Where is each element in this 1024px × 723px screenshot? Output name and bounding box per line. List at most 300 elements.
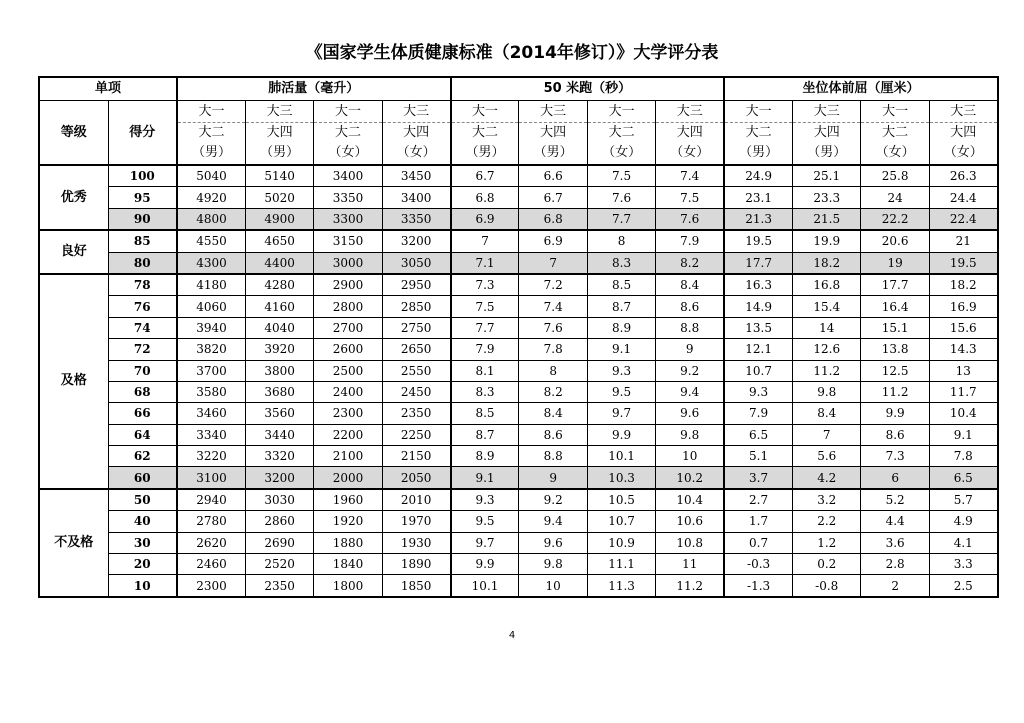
value-cell: 2550 xyxy=(382,360,450,381)
subcol-header-line3: （男） xyxy=(533,145,573,160)
value-cell: 3580 xyxy=(177,381,245,402)
value-cell: 8.4 xyxy=(519,403,587,424)
value-cell: 10 xyxy=(519,575,587,597)
score-cell: 74 xyxy=(108,317,177,338)
value-cell: 7.5 xyxy=(587,165,655,187)
subcol-header-line2: 大二 xyxy=(334,125,361,140)
value-cell: 13.5 xyxy=(724,317,792,338)
value-cell: 2050 xyxy=(382,467,450,489)
subcol-header-line1: 大三 xyxy=(930,102,997,123)
value-cell: 7.8 xyxy=(519,339,587,360)
subcol-header-line2: 大二 xyxy=(608,125,635,140)
value-cell: 11.1 xyxy=(587,554,655,575)
value-cell: 9.7 xyxy=(587,403,655,424)
score-cell: 64 xyxy=(108,424,177,445)
table-row xyxy=(39,208,998,230)
subcol-header-line3: （男） xyxy=(465,145,505,160)
grade-label: 优秀 xyxy=(39,165,108,230)
value-cell: 12.6 xyxy=(793,339,861,360)
subcol-header-line1: 大三 xyxy=(793,102,860,123)
table-row xyxy=(39,532,998,553)
subcol-header-line2: 大四 xyxy=(813,125,840,140)
subcol-header-line1: 大三 xyxy=(246,102,313,123)
value-cell: 2 xyxy=(861,575,929,597)
subcol-header-line2: 大二 xyxy=(882,125,909,140)
score-cell: 10 xyxy=(108,575,177,597)
value-cell: 9.4 xyxy=(519,511,587,532)
value-cell: 6.8 xyxy=(451,187,519,208)
value-cell: 11.3 xyxy=(587,575,655,597)
value-cell: 3460 xyxy=(177,403,245,424)
value-cell: 2350 xyxy=(382,403,450,424)
value-cell: 8.8 xyxy=(519,446,587,467)
value-cell: 2800 xyxy=(314,296,382,317)
value-cell: 8.3 xyxy=(587,252,655,274)
score-cell: 40 xyxy=(108,511,177,532)
value-cell: 3800 xyxy=(245,360,313,381)
value-cell: 8.6 xyxy=(656,296,724,317)
value-cell: 8.5 xyxy=(451,403,519,424)
value-cell: 3320 xyxy=(245,446,313,467)
value-cell: 3560 xyxy=(245,403,313,424)
value-cell: 25.1 xyxy=(793,165,861,187)
table-row xyxy=(39,381,998,402)
table-row xyxy=(39,339,998,360)
table-row xyxy=(39,230,998,252)
value-cell: 4.9 xyxy=(929,511,997,532)
page-title: 《国家学生体质健康标准（2014年修订）》大学评分表 xyxy=(305,43,719,63)
value-cell: 2950 xyxy=(382,274,450,296)
value-cell: 6.5 xyxy=(929,467,997,489)
subcol-header-line1: 大三 xyxy=(656,102,723,123)
value-cell: 8.2 xyxy=(656,252,724,274)
value-cell: 7.6 xyxy=(656,208,724,230)
subcol-header-line1: 大一 xyxy=(452,102,519,123)
value-cell: 6.5 xyxy=(724,424,792,445)
table-row xyxy=(39,296,998,317)
value-cell: 2450 xyxy=(382,381,450,402)
value-cell: 3.3 xyxy=(929,554,997,575)
score-cell: 85 xyxy=(108,230,177,252)
subcol-header-line2: 大四 xyxy=(676,125,703,140)
score-table xyxy=(38,76,999,598)
table-row xyxy=(39,554,998,575)
table-row xyxy=(39,424,998,445)
value-cell: 11 xyxy=(656,554,724,575)
score-cell: 20 xyxy=(108,554,177,575)
value-cell: 5.1 xyxy=(724,446,792,467)
value-cell: 11.7 xyxy=(929,381,997,402)
subcol-header xyxy=(451,101,519,166)
value-cell: 2200 xyxy=(314,424,382,445)
value-cell: 4060 xyxy=(177,296,245,317)
value-cell: 1.2 xyxy=(793,532,861,553)
value-cell: 10.3 xyxy=(587,467,655,489)
value-cell: 11.2 xyxy=(861,381,929,402)
group-header-sit-and-reach: 坐位体前屈（厘米） xyxy=(724,77,998,101)
grade-label: 及格 xyxy=(39,274,108,489)
value-cell: 21.3 xyxy=(724,208,792,230)
value-cell: 4650 xyxy=(245,230,313,252)
value-cell: 13 xyxy=(929,360,997,381)
value-cell: 14 xyxy=(793,317,861,338)
value-cell: 9.8 xyxy=(519,554,587,575)
value-cell: 1840 xyxy=(314,554,382,575)
value-cell: 4160 xyxy=(245,296,313,317)
value-cell: 7.2 xyxy=(519,274,587,296)
value-cell: 2780 xyxy=(177,511,245,532)
value-cell: 8.3 xyxy=(451,381,519,402)
value-cell: 2900 xyxy=(314,274,382,296)
value-cell: 2010 xyxy=(382,489,450,511)
subcol-header-line1: 大一 xyxy=(861,102,928,123)
value-cell: 12.1 xyxy=(724,339,792,360)
value-cell: 1930 xyxy=(382,532,450,553)
subcol-header-line3: （男） xyxy=(807,145,847,160)
score-table-body xyxy=(39,77,998,597)
value-cell: 26.3 xyxy=(929,165,997,187)
value-cell: 8.8 xyxy=(656,317,724,338)
value-cell: 2600 xyxy=(314,339,382,360)
value-cell: 7.7 xyxy=(587,208,655,230)
value-cell: 0.7 xyxy=(724,532,792,553)
value-cell: 7.5 xyxy=(451,296,519,317)
score-cell: 60 xyxy=(108,467,177,489)
table-row xyxy=(39,446,998,467)
value-cell: 2.8 xyxy=(861,554,929,575)
value-cell: 3.7 xyxy=(724,467,792,489)
value-cell: 10.7 xyxy=(587,511,655,532)
value-cell: 9.5 xyxy=(587,381,655,402)
subcol-header xyxy=(587,101,655,166)
value-cell: 14.3 xyxy=(929,339,997,360)
value-cell: 2750 xyxy=(382,317,450,338)
value-cell: 4180 xyxy=(177,274,245,296)
subcol-header-line1: 大一 xyxy=(725,102,792,123)
subcol-header-line2: 大四 xyxy=(266,125,293,140)
item-header: 单项 xyxy=(39,77,177,101)
value-cell: 6.9 xyxy=(451,208,519,230)
value-cell: 4800 xyxy=(177,208,245,230)
score-cell: 72 xyxy=(108,339,177,360)
value-cell: 3700 xyxy=(177,360,245,381)
value-cell: 3200 xyxy=(382,230,450,252)
value-cell: 4400 xyxy=(245,252,313,274)
table-row xyxy=(39,165,998,187)
subcol-header-line2: 大二 xyxy=(198,125,225,140)
table-row xyxy=(39,252,998,274)
score-cell: 76 xyxy=(108,296,177,317)
value-cell: 7.4 xyxy=(656,165,724,187)
value-cell: 2940 xyxy=(177,489,245,511)
value-cell: 4.2 xyxy=(793,467,861,489)
value-cell: 4300 xyxy=(177,252,245,274)
table-row xyxy=(39,403,998,424)
value-cell: 9.2 xyxy=(519,489,587,511)
value-cell: 3300 xyxy=(314,208,382,230)
value-cell: 19.5 xyxy=(724,230,792,252)
value-cell: 9.5 xyxy=(451,511,519,532)
value-cell: 8.1 xyxy=(451,360,519,381)
table-row xyxy=(39,511,998,532)
value-cell: 6.7 xyxy=(451,165,519,187)
value-cell: 8.6 xyxy=(519,424,587,445)
value-cell: 23.3 xyxy=(793,187,861,208)
value-cell: 16.9 xyxy=(929,296,997,317)
value-cell: 9.1 xyxy=(451,467,519,489)
value-cell: 9.8 xyxy=(656,424,724,445)
subcol-header-line1: 大三 xyxy=(383,102,450,123)
value-cell: 7 xyxy=(451,230,519,252)
value-cell: 3030 xyxy=(245,489,313,511)
value-cell: 3940 xyxy=(177,317,245,338)
subcol-header-line3: （女） xyxy=(670,145,710,160)
value-cell: 2700 xyxy=(314,317,382,338)
value-cell: 2250 xyxy=(382,424,450,445)
value-cell: 10.2 xyxy=(656,467,724,489)
value-cell: 9.3 xyxy=(451,489,519,511)
value-cell: 2100 xyxy=(314,446,382,467)
value-cell: 2300 xyxy=(177,575,245,597)
subcol-header xyxy=(929,101,997,166)
subcol-header-line1: 大一 xyxy=(314,102,381,123)
value-cell: 2860 xyxy=(245,511,313,532)
value-cell: 3350 xyxy=(314,187,382,208)
value-cell: 2150 xyxy=(382,446,450,467)
value-cell: 7.3 xyxy=(861,446,929,467)
value-cell: 1.7 xyxy=(724,511,792,532)
value-cell: 1880 xyxy=(314,532,382,553)
table-row xyxy=(39,575,998,597)
value-cell: 8.2 xyxy=(519,381,587,402)
value-cell: 8.6 xyxy=(861,424,929,445)
score-cell: 62 xyxy=(108,446,177,467)
value-cell: 7.8 xyxy=(929,446,997,467)
value-cell: 3350 xyxy=(382,208,450,230)
value-cell: 9.4 xyxy=(656,381,724,402)
value-cell: 4.1 xyxy=(929,532,997,553)
value-cell: 7.5 xyxy=(656,187,724,208)
value-cell: 8.5 xyxy=(587,274,655,296)
value-cell: 8.9 xyxy=(587,317,655,338)
value-cell: 10 xyxy=(656,446,724,467)
value-cell: 5.2 xyxy=(861,489,929,511)
value-cell: 18.2 xyxy=(929,274,997,296)
value-cell: 4900 xyxy=(245,208,313,230)
value-cell: 3220 xyxy=(177,446,245,467)
value-cell: 4.4 xyxy=(861,511,929,532)
value-cell: 16.3 xyxy=(724,274,792,296)
subcol-header-line2: 大四 xyxy=(403,125,430,140)
value-cell: 10.1 xyxy=(451,575,519,597)
value-cell: 3340 xyxy=(177,424,245,445)
value-cell: 17.7 xyxy=(724,252,792,274)
value-cell: 21.5 xyxy=(793,208,861,230)
value-cell: 10.8 xyxy=(656,532,724,553)
value-cell: 9.3 xyxy=(587,360,655,381)
subcol-header-line3: （女） xyxy=(328,145,368,160)
subcol-header xyxy=(724,101,792,166)
value-cell: 7.6 xyxy=(519,317,587,338)
value-cell: 15.6 xyxy=(929,317,997,338)
value-cell: 3100 xyxy=(177,467,245,489)
value-cell: 1800 xyxy=(314,575,382,597)
score-header: 得分 xyxy=(108,101,177,166)
value-cell: 3050 xyxy=(382,252,450,274)
value-cell: 8.7 xyxy=(451,424,519,445)
score-cell: 70 xyxy=(108,360,177,381)
table-row xyxy=(39,187,998,208)
value-cell: -1.3 xyxy=(724,575,792,597)
value-cell: 1970 xyxy=(382,511,450,532)
value-cell: 5020 xyxy=(245,187,313,208)
subcol-header xyxy=(519,101,587,166)
value-cell: 4280 xyxy=(245,274,313,296)
score-cell: 66 xyxy=(108,403,177,424)
value-cell: 7.4 xyxy=(519,296,587,317)
value-cell: 5140 xyxy=(245,165,313,187)
value-cell: 3.2 xyxy=(793,489,861,511)
value-cell: 9.7 xyxy=(451,532,519,553)
value-cell: 2300 xyxy=(314,403,382,424)
subcol-header-line3: （女） xyxy=(875,145,915,160)
value-cell: 22.4 xyxy=(929,208,997,230)
value-cell: 24.4 xyxy=(929,187,997,208)
value-cell: 2850 xyxy=(382,296,450,317)
value-cell: 6.6 xyxy=(519,165,587,187)
subcol-header-line2: 大二 xyxy=(745,125,772,140)
value-cell: 15.4 xyxy=(793,296,861,317)
value-cell: 3.6 xyxy=(861,532,929,553)
value-cell: 16.4 xyxy=(861,296,929,317)
value-cell: 6 xyxy=(861,467,929,489)
value-cell: 10.7 xyxy=(724,360,792,381)
value-cell: 2.7 xyxy=(724,489,792,511)
value-cell: 8.4 xyxy=(793,403,861,424)
value-cell: 9.3 xyxy=(724,381,792,402)
score-cell: 50 xyxy=(108,489,177,511)
value-cell: 9.6 xyxy=(519,532,587,553)
subcol-header-line3: （女） xyxy=(396,145,436,160)
subcol-header-line2: 大四 xyxy=(540,125,567,140)
grade-label: 良好 xyxy=(39,230,108,274)
value-cell: 23.1 xyxy=(724,187,792,208)
value-cell: 12.5 xyxy=(861,360,929,381)
value-cell: 2.5 xyxy=(929,575,997,597)
value-cell: 4040 xyxy=(245,317,313,338)
subcol-header xyxy=(314,101,382,166)
subcol-header xyxy=(245,101,313,166)
subcol-header-row xyxy=(39,101,998,166)
value-cell: 9.8 xyxy=(793,381,861,402)
value-cell: 3440 xyxy=(245,424,313,445)
value-cell: 6.9 xyxy=(519,230,587,252)
subcol-header-line3: （女） xyxy=(943,145,983,160)
value-cell: 8 xyxy=(587,230,655,252)
subcol-header-line3: （男） xyxy=(191,145,231,160)
table-row xyxy=(39,317,998,338)
value-cell: 16.8 xyxy=(793,274,861,296)
value-cell: 3400 xyxy=(314,165,382,187)
value-cell: 7.9 xyxy=(656,230,724,252)
subcol-header-line2: 大四 xyxy=(950,125,977,140)
subcol-header xyxy=(861,101,929,166)
value-cell: 22.2 xyxy=(861,208,929,230)
subcol-header-line1: 大一 xyxy=(178,102,245,123)
value-cell: 21 xyxy=(929,230,997,252)
value-cell: 2400 xyxy=(314,381,382,402)
value-cell: 7.9 xyxy=(724,403,792,424)
value-cell: 7.3 xyxy=(451,274,519,296)
subcol-header xyxy=(793,101,861,166)
score-cell: 78 xyxy=(108,274,177,296)
value-cell: 4550 xyxy=(177,230,245,252)
value-cell: 9.9 xyxy=(451,554,519,575)
value-cell: 10.1 xyxy=(587,446,655,467)
value-cell: 10.5 xyxy=(587,489,655,511)
value-cell: 9.1 xyxy=(929,424,997,445)
value-cell: 1920 xyxy=(314,511,382,532)
value-cell: 7.6 xyxy=(587,187,655,208)
score-cell: 68 xyxy=(108,381,177,402)
value-cell: 11.2 xyxy=(793,360,861,381)
value-cell: 1890 xyxy=(382,554,450,575)
score-cell: 90 xyxy=(108,208,177,230)
value-cell: 5.7 xyxy=(929,489,997,511)
table-row xyxy=(39,274,998,296)
value-cell: 9.9 xyxy=(861,403,929,424)
score-cell: 95 xyxy=(108,187,177,208)
grade-header: 等级 xyxy=(39,101,108,166)
subcol-header xyxy=(177,101,245,166)
value-cell: 24 xyxy=(861,187,929,208)
value-cell: 10.4 xyxy=(929,403,997,424)
group-header-vital-capacity: 肺活量（毫升） xyxy=(177,77,451,101)
value-cell: 3680 xyxy=(245,381,313,402)
value-cell: 11.2 xyxy=(656,575,724,597)
group-header-row xyxy=(39,77,998,101)
value-cell: 8.7 xyxy=(587,296,655,317)
value-cell: -0.3 xyxy=(724,554,792,575)
value-cell: 2690 xyxy=(245,532,313,553)
value-cell: 7 xyxy=(519,252,587,274)
value-cell: 5040 xyxy=(177,165,245,187)
value-cell: 2520 xyxy=(245,554,313,575)
value-cell: 14.9 xyxy=(724,296,792,317)
value-cell: 9 xyxy=(656,339,724,360)
value-cell: 2650 xyxy=(382,339,450,360)
value-cell: 2000 xyxy=(314,467,382,489)
value-cell: 19 xyxy=(861,252,929,274)
value-cell: 3150 xyxy=(314,230,382,252)
subcol-header-line3: （男） xyxy=(739,145,779,160)
value-cell: 9 xyxy=(519,467,587,489)
value-cell: 19.9 xyxy=(793,230,861,252)
subcol-header-line2: 大二 xyxy=(472,125,499,140)
value-cell: 9.6 xyxy=(656,403,724,424)
page-number: 4 xyxy=(508,630,516,641)
value-cell: -0.8 xyxy=(793,575,861,597)
value-cell: 7.9 xyxy=(451,339,519,360)
value-cell: 25.8 xyxy=(861,165,929,187)
value-cell: 19.5 xyxy=(929,252,997,274)
table-row xyxy=(39,360,998,381)
score-cell: 100 xyxy=(108,165,177,187)
value-cell: 5.6 xyxy=(793,446,861,467)
value-cell: 2500 xyxy=(314,360,382,381)
value-cell: 15.1 xyxy=(861,317,929,338)
value-cell: 13.8 xyxy=(861,339,929,360)
